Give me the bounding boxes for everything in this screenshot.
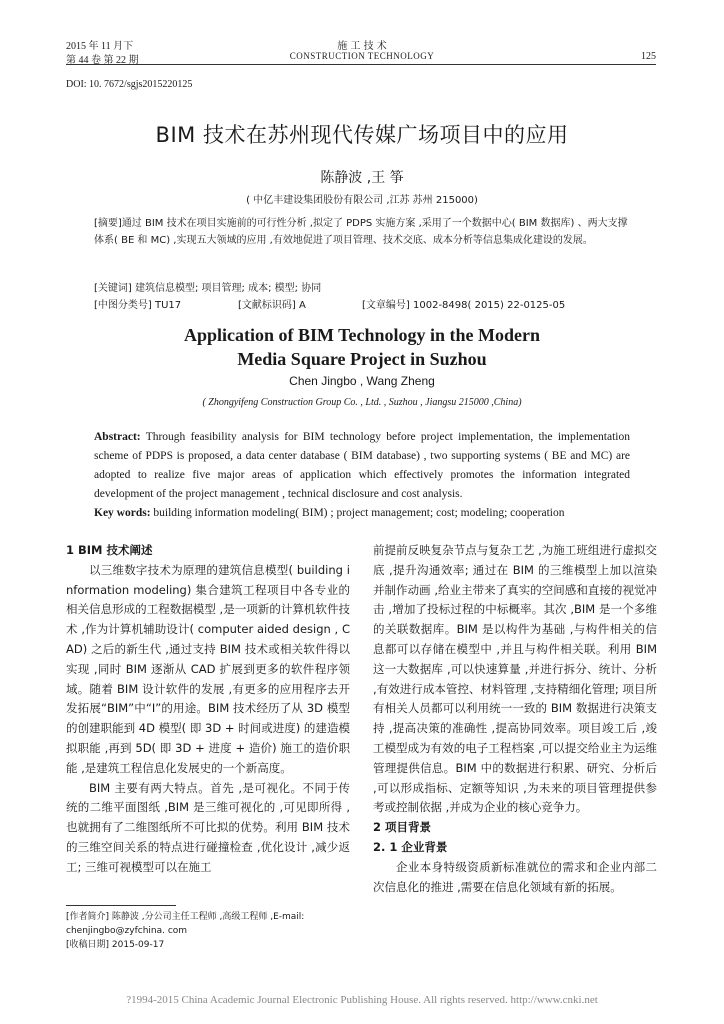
keywords-en-label: Key words: <box>94 507 151 519</box>
doc-code-row <box>238 297 306 314</box>
body-paragraph: 前提前反映复杂节点与复杂工艺 ,为施工班组进行虚拟交底 ,提升沟通效率; 通过在 BIM 的三维模型上加以渲染并制作动画 ,给业主带来了真实的空间感和直接的视觉冲击 ,增加了投标过程的中标概率。其次 ,BIM 是一个多维的关联数据库。BIM 是以构件为基础 ,与构件相关的信息都可以存储在模型中 ,并且与构件相关联。利用 BIM 这一大数据库 ,可以快速算量 ,并进行拆分、统计、分析 ,有效进行成本管控、材料管理 ,支持精细化管理; 项目所有相关人员都可以利用统一一致的 BIM 数据进行决策支持 ,提高决策的准确性 ,提高协同效率。项目竣工后 ,竣工模型成为有效的电子工程档案 ,可以提交给业主为运维管理提供信息。BIM 中的数据进行积累、研究、分析后 ,可以形成指标、定额等知识 ,为未来的项目管理提供参考或控制依据 ,并成为企业的核心竞争力。 <box>373 543 657 815</box>
body-left-column <box>66 541 350 878</box>
header-rule <box>66 64 656 65</box>
issue-date: 2015 年 11 月下 <box>66 41 134 52</box>
clc-label: [中图分类号] <box>94 300 152 311</box>
article-no-row <box>362 297 565 314</box>
abstract-cn <box>94 215 630 249</box>
clc-value: TU17 <box>155 300 182 311</box>
title-en-text: Application of BIM Technology in the Modern Media Square Project in Suzhou <box>183 325 541 369</box>
journal-title-cn: 施 工 技 术 <box>337 41 387 52</box>
journal-title-en: CONSTRUCTION TECHNOLOGY <box>289 51 435 61</box>
affiliation-cn: ( 中亿丰建设集团股份有限公司 ,江苏 苏州 215000) <box>246 195 478 206</box>
copyright-footer: ?1994-2015 China Academic Journal Electronic Publishing House. All rights reserved. http://www.cnki.net <box>126 994 598 1006</box>
footnote-author-text: 陈静波 ,分公司主任工程师 ,高级工程师 ,E-mail: chenjingbo@zyfchina. com <box>66 912 305 936</box>
footnote-received-date: 2015-09-17 <box>111 940 165 950</box>
clc-row <box>94 297 181 314</box>
affiliation-en: ( Zhongyifeng Construction Group Co. , Ltd. , Suzhou , Jiangsu 215000 ,China) <box>202 397 522 408</box>
keywords-cn: 建筑信息模型; 项目管理; 成本; 模型; 协同 <box>135 283 322 294</box>
body-right-column <box>373 541 657 897</box>
body-paragraph: 企业本身特级资质新标准就位的需求和企业内部二次信息化的推进 ,需要在信息化领域有新的拓展。 <box>373 859 657 894</box>
footnote <box>66 910 350 952</box>
abstract-cn-text: 通过 BIM 技术在项目实施前的可行性分析 ,拟定了 PDPS 实施方案 ,采用了一个数据中心( BIM 数据库) 、两大支撑体系( BE 和 MC) ,实现五大领域的应用 ,有效地促进了项目管理、技术交底、成本分析等信息集成化建设的发展。 <box>94 218 628 246</box>
title-cn: BIM 技术在苏州现代传媒广场项目中的应用 <box>155 123 569 147</box>
footnote-author-label: [作者简介] <box>66 912 110 922</box>
body-paragraph: 以三维数字技术为原理的建筑信息模型( building information modeling) 集合建筑工程项目中各专业的相关信息形成的工程数据模型 ,是一项新的计算机软件技术 ,作为计算机辅助设计( computer aided design , CAD) 之后的新生代 ,通过支持 BIM 技术或相关软件得以实现 ,同时 BIM 逐渐从 CAD 扩展到更多的软件程序领域。随着 BIM 设计软件的发展 ,有更多的应用程序去开发拓展“BIM”中“I”的用途。BIM 技术经历了从 3D 模型的创建职能到 4D 模型( 即 3D + 时间或进度) 的建造模拟职能 ,再到 5D( 即 3D + 进度 + 造价) 施工的造价职能 ,是建筑工程信息化发展史的一个新高度。 <box>66 562 350 775</box>
abstract-en <box>94 428 630 523</box>
doc-code-label: [文献标识码] <box>238 300 296 311</box>
authors-en: Chen Jingbo , Wang Zheng <box>289 374 435 388</box>
keywords-en-row <box>94 504 630 523</box>
doi: DOI: 10. 7672/sgjs2015220125 <box>66 79 193 90</box>
footnote-received-label: [收稿日期] <box>66 940 110 950</box>
abstract-cn-label: [摘要] <box>94 218 122 229</box>
section-2-1-heading: 2. 1 企业背景 <box>373 839 448 854</box>
page-number: 125 <box>641 51 656 62</box>
footnote-author <box>66 910 350 938</box>
footnote-rule <box>66 905 176 906</box>
abstract-en-text: Through feasibility analysis for BIM technology before project implementation, the implementation scheme of PDPS is proposed, a data center database ( BIM database) , two supporting systems ( BE and MC) are adopted to realize five major areas of application which effectively promotes the information integrated development of the project management , technical disclosure and cost analysis. <box>94 431 630 500</box>
keywords-cn-label: [关键词] <box>94 283 132 294</box>
authors-cn: 陈静波 ,王 筝 <box>320 170 404 186</box>
section-1-heading: 1 BIM 技术阐述 <box>66 543 153 557</box>
abstract-en-label: Abstract: <box>94 431 141 443</box>
volume-issue: 第 44 卷 第 22 期 <box>66 55 139 66</box>
body-paragraph: BIM 主要有两大特点。首先 ,是可视化。不同于传统的二维平面图纸 ,BIM 是三维可视化的 ,可见即所得 ,也就拥有了二维图纸所不可比拟的优势。利用 BIM 技术的三维空间关系的特点进行碰撞检查 ,优化设计 ,减少返工; 三维可视模型可以在施工 <box>66 780 350 874</box>
keywords-cn-row <box>94 280 321 297</box>
title-en <box>0 323 724 371</box>
footnote-received <box>66 938 350 952</box>
section-2-heading: 2 项目背景 <box>373 820 432 835</box>
article-no-value: 1002-8498( 2015) 22-0125-05 <box>413 300 566 311</box>
doc-code-value: A <box>299 300 306 311</box>
article-no-label: [文章编号] <box>362 300 410 311</box>
keywords-en: building information modeling( BIM) ; project management; cost; modeling; cooperation <box>153 507 565 519</box>
